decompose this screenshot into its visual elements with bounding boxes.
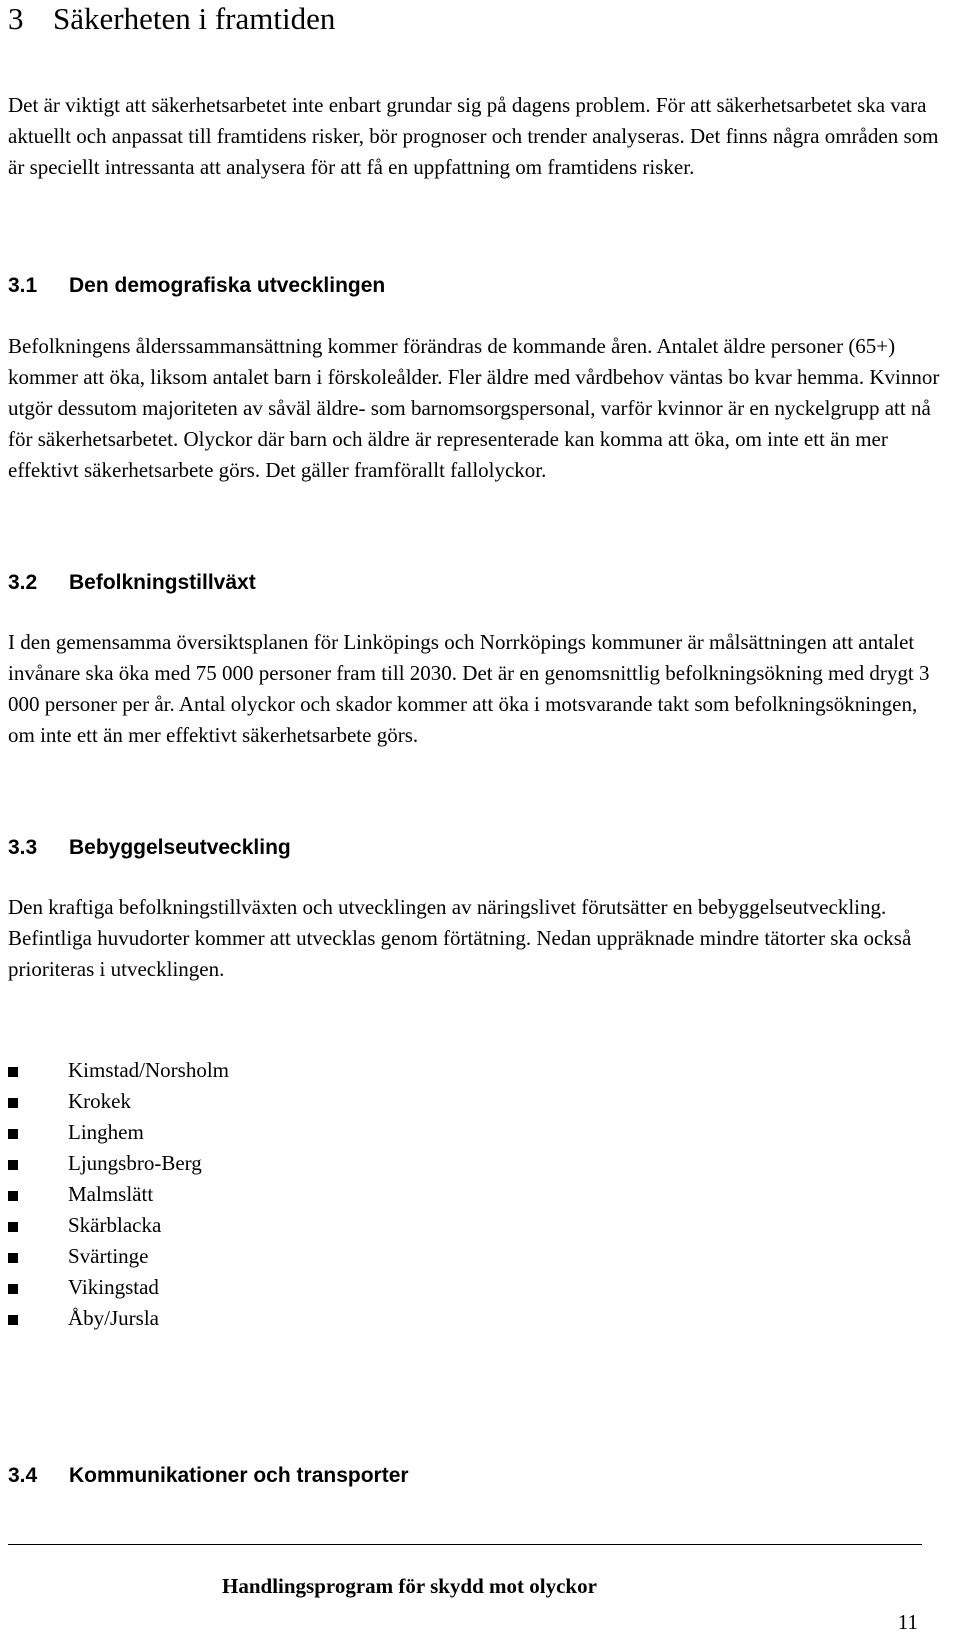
list-item-label: Linghem bbox=[68, 1120, 144, 1144]
list-item bbox=[8, 1303, 229, 1334]
section-number: 3.3 bbox=[8, 836, 38, 859]
square-bullet-icon bbox=[8, 1191, 18, 1201]
list-item-label: Kimstad/Norsholm bbox=[68, 1058, 229, 1082]
square-bullet-icon bbox=[8, 1253, 18, 1263]
section-3-heading bbox=[8, 0, 335, 38]
list-item bbox=[8, 1272, 229, 1303]
places-bullet-list bbox=[8, 1055, 229, 1334]
section-number: 3.2 bbox=[8, 571, 38, 594]
list-item bbox=[8, 1117, 229, 1148]
document-page bbox=[8, 0, 948, 1640]
section-3-4-heading bbox=[8, 1462, 409, 1490]
section-3-1-paragraph: Befolkningens ålderssammansättning kommer förändras de kommande åren. Antalet äldre personer (65+) kommer att öka, liksom antalet barn i förskoleålder. Fler äldre med vårdbehov väntas bo kvar hemma. Kvinnor utgör dessutom majoriteten av såväl äldre- som barnomsorgspersonal, varför kvinnor är en nyckelgrupp att nå för säkerhetsarbetet. Olyckor där barn och äldre är representerade kan komma att öka, om inte ett än mer effektivt säkerhetsarbete görs. Det gäller framförallt fallolyckor. bbox=[8, 334, 940, 482]
square-bullet-icon bbox=[8, 1284, 18, 1294]
section-3-2-heading bbox=[8, 569, 256, 597]
list-item-label: Malmslätt bbox=[68, 1182, 154, 1206]
footer-divider bbox=[8, 1544, 922, 1545]
section-title: Bebyggelseutveckling bbox=[69, 836, 291, 859]
section-title: Befolkningstillväxt bbox=[69, 571, 256, 594]
section-3-intro-paragraph: Det är viktigt att säkerhetsarbetet inte enbart grundar sig på dagens problem. För att säkerhetsarbetet ska vara aktuellt och anpassat till framtidens risker, bör prognoser och trender analyseras. Det finns några områden som är speciellt intressanta att analysera för att få en uppfattning om framtidens risker. bbox=[8, 93, 939, 179]
list-item bbox=[8, 1055, 229, 1086]
list-item-label: Krokek bbox=[68, 1089, 131, 1113]
list-item bbox=[8, 1086, 229, 1117]
section-3-2-paragraph: I den gemensamma översiktsplanen för Linköpings och Norrköpings kommuner är målsättningen att antalet invånare ska öka med 75 000 personer fram till 2030. Det är en genomsnittlig befolkningsökning med drygt 3 000 personer per år. Antal olyckor och skador kommer att öka i motsvarande takt som befolkningsökningen, om inte ett än mer effektivt säkerhetsarbete görs. bbox=[8, 630, 930, 747]
square-bullet-icon bbox=[8, 1315, 18, 1325]
list-item bbox=[8, 1241, 229, 1272]
list-item-label: Skärblacka bbox=[68, 1213, 162, 1237]
square-bullet-icon bbox=[8, 1067, 18, 1077]
list-item bbox=[8, 1210, 229, 1241]
list-item-label: Vikingstad bbox=[68, 1275, 159, 1299]
section-3-1-heading bbox=[8, 272, 385, 300]
section-title: Den demografiska utvecklingen bbox=[69, 274, 386, 297]
section-number: 3 bbox=[8, 1, 24, 36]
footer-title: Handlingsprogram för skydd mot olyckor bbox=[222, 1574, 597, 1598]
square-bullet-icon bbox=[8, 1098, 18, 1108]
section-title: Säkerheten i framtiden bbox=[53, 1, 336, 36]
section-number: 3.4 bbox=[8, 1464, 38, 1487]
list-item-label: Åby/Jursla bbox=[68, 1306, 159, 1330]
square-bullet-icon bbox=[8, 1129, 18, 1139]
section-3-3-paragraph: Den kraftiga befolkningstillväxten och utvecklingen av näringslivet förutsätter en bebyggelseutveckling. Befintliga huvudorter kommer att utvecklas genom förtätning. Nedan uppräknade mindre tätorter ska också prioriteras i utvecklingen. bbox=[8, 895, 912, 981]
list-item-label: Svärtinge bbox=[68, 1244, 149, 1268]
list-item bbox=[8, 1179, 229, 1210]
square-bullet-icon bbox=[8, 1222, 18, 1232]
square-bullet-icon bbox=[8, 1160, 18, 1170]
list-item-label: Ljungsbro-Berg bbox=[68, 1151, 202, 1175]
list-item bbox=[8, 1148, 229, 1179]
section-number: 3.1 bbox=[8, 274, 38, 297]
section-title: Kommunikationer och transporter bbox=[69, 1464, 409, 1487]
section-3-3-heading bbox=[8, 834, 291, 862]
page-number: 11 bbox=[897, 1610, 918, 1634]
